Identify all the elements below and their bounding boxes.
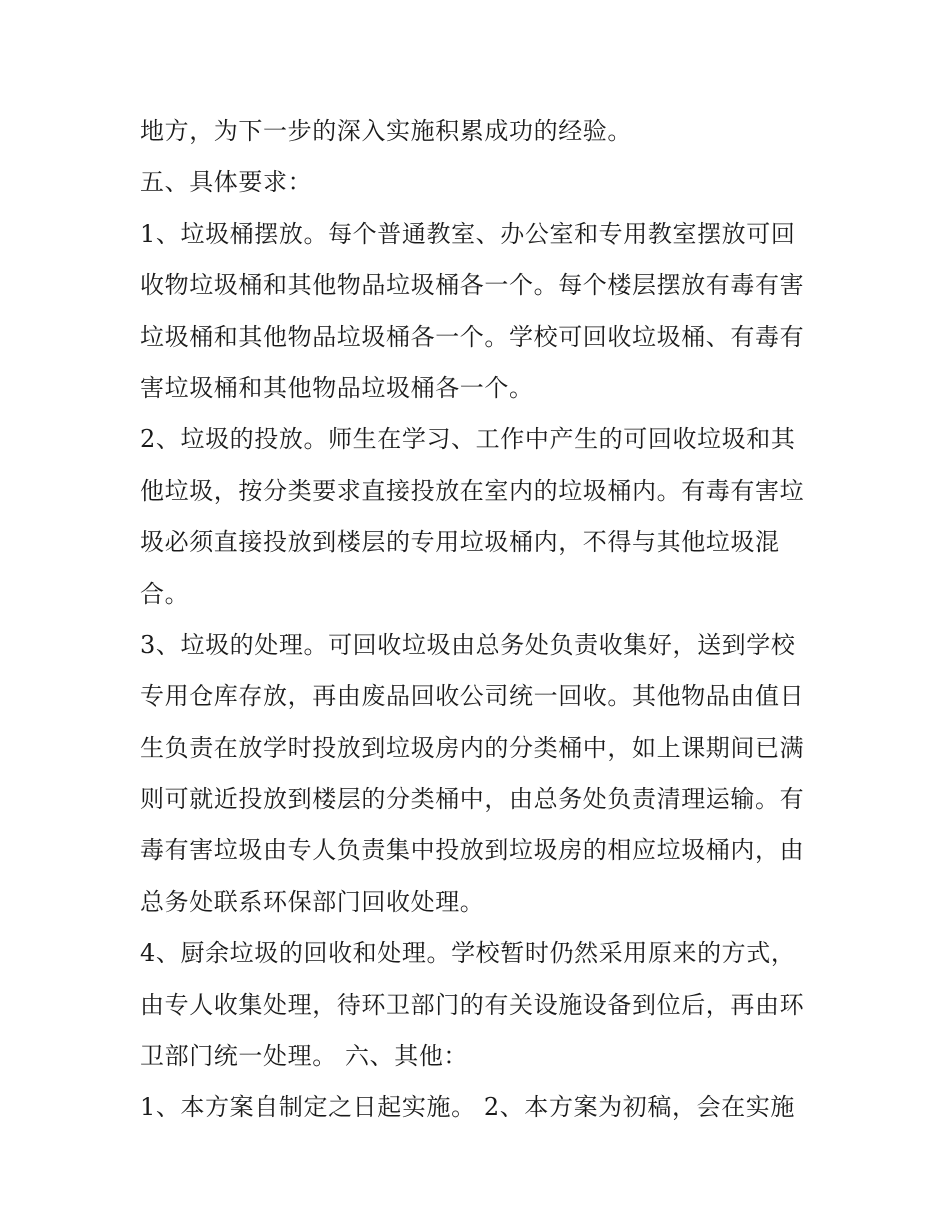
text-line: 则可就近投放到楼层的分类桶中，由总务处负责清理运输。有	[140, 785, 805, 814]
text-line: 地方，为下一步的深入实施积累成功的经验。	[140, 117, 632, 145]
text-line: 总务处联系环保部门回收处理。	[140, 887, 485, 916]
text-line: 圾必须直接投放到楼层的专用垃圾桶内，不得与其他垃圾混	[140, 528, 780, 557]
text-line: 1、垃圾桶摆放。每个普通教室、办公室和专用教室摆放可回	[140, 219, 796, 248]
section-heading: 五、具体要求：	[140, 168, 313, 197]
text-line: 收物垃圾桶和其他物品垃圾桶各一个。每个楼层摆放有毒有害	[140, 271, 805, 300]
text-line: 1、本方案自制定之日起实施。 2、本方案为初稿，会在实施	[140, 1093, 795, 1122]
text-line: 3、垃圾的处理。可回收垃圾由总务处负责收集好，送到学校	[140, 630, 796, 659]
text-line: 2、垃圾的投放。师生在学习、工作中产生的可回收垃圾和其	[140, 425, 796, 454]
text-line: 合。	[140, 579, 190, 608]
text-line: 毒有害垃圾由专人负责集中投放到垃圾房的相应垃圾桶内，由	[140, 836, 805, 865]
text-line: 专用仓库存放，再由废品回收公司统一回收。其他物品由值日	[140, 682, 805, 711]
text-line: 由专人收集处理，待环卫部门的有关设施设备到位后，再由环	[140, 990, 805, 1019]
text-line: 他垃圾，按分类要求直接投放在室内的垃圾桶内。有毒有害垃	[140, 476, 805, 505]
text-line: 4、厨余垃圾的回收和处理。学校暂时仍然采用原来的方式，	[140, 939, 796, 968]
text-line: 生负责在放学时投放到垃圾房内的分类桶中，如上课期间已满	[140, 733, 805, 762]
text-line: 卫部门统一处理。 六、其他：	[140, 1042, 469, 1071]
document-body	[140, 106, 820, 1134]
text-line: 垃圾桶和其他物品垃圾桶各一个。学校可回收垃圾桶、有毒有	[140, 322, 805, 351]
text-line: 害垃圾桶和其他物品垃圾桶各一个。	[140, 373, 534, 402]
